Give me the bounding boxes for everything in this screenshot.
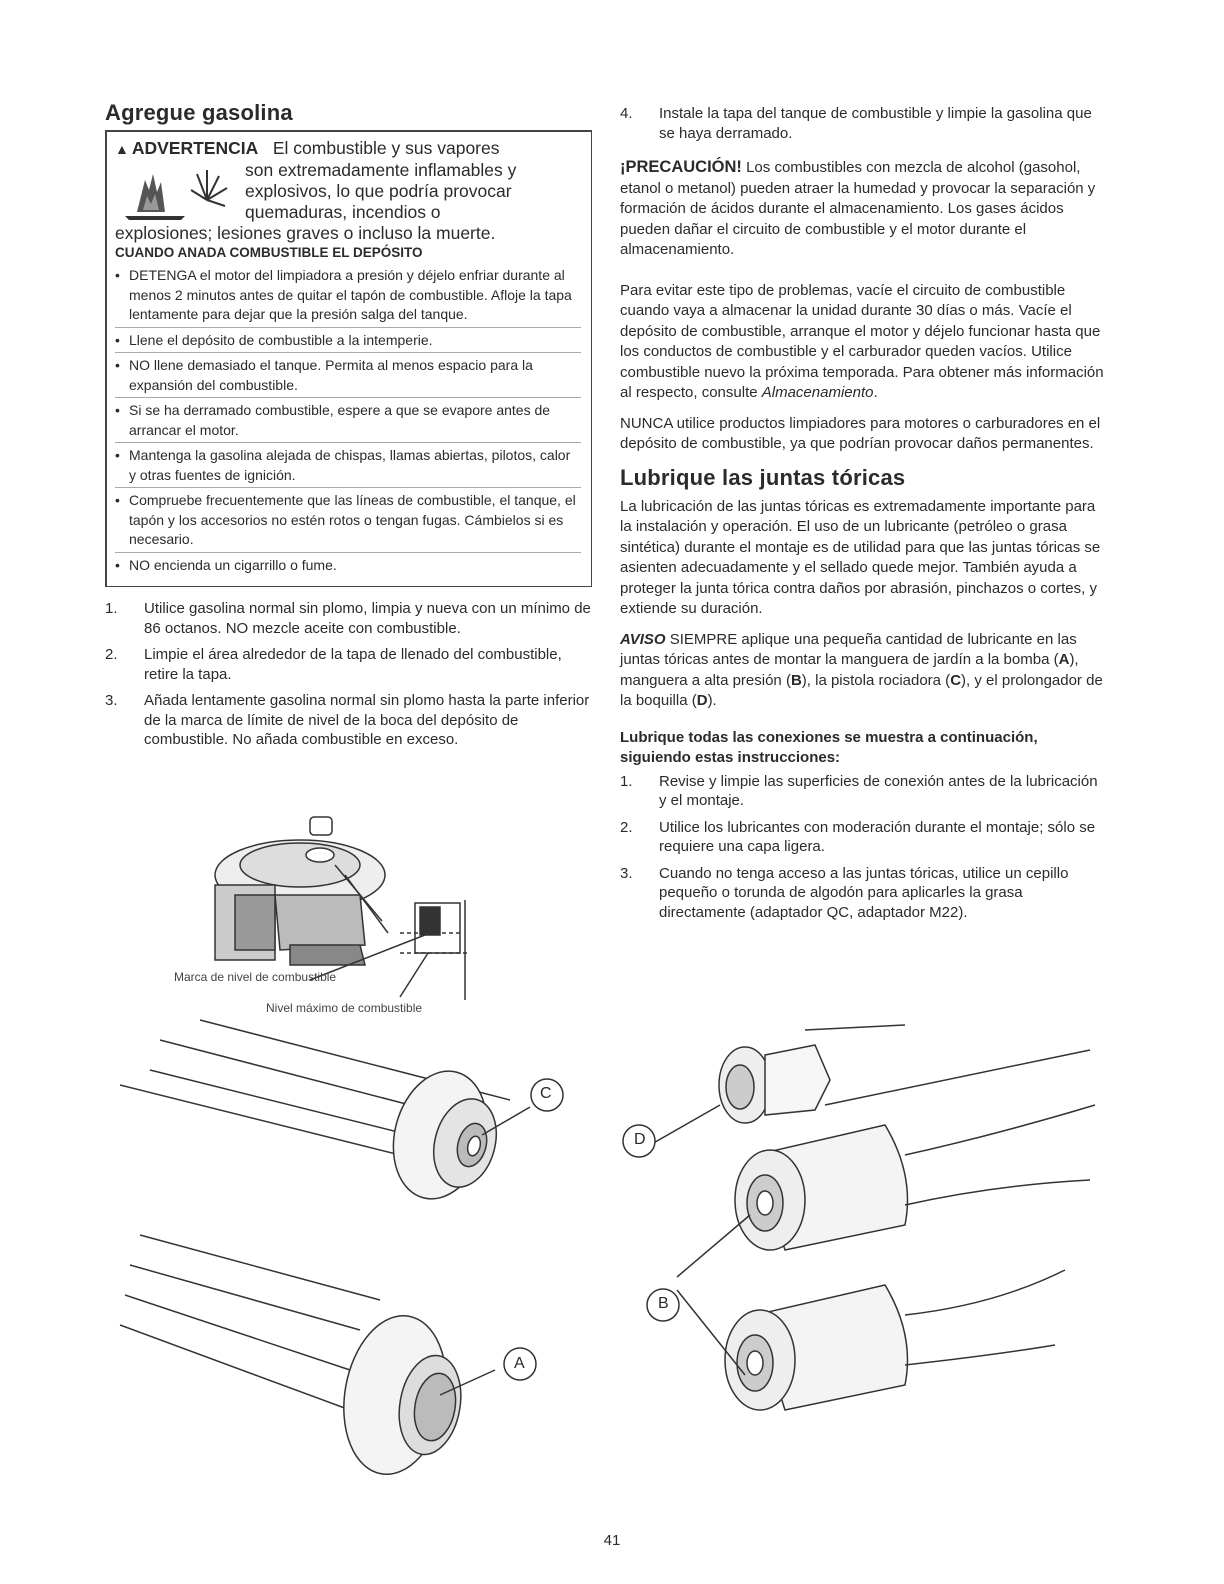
list-item: 2. Limpie el área alrededor de la tapa de llenado del combustible, retire la tapa. (105, 646, 562, 683)
list-item: 2. Utilice los lubricantes con moderación durante el montaje; sólo se requiere una capa ligera. (620, 818, 1096, 855)
callout-d: D (634, 1131, 646, 1148)
list-item: • Si se ha derramado combustible, espere a que se evapore antes de arrancar el motor. (115, 401, 581, 443)
list-item: • NO encienda un cigarrillo o fume. (115, 556, 581, 578)
list-item: • DETENGA el motor del limpiadora a presión y déjelo enfriar durante al menos 2 minutos antes de quitar el tapón de combustible. Afloje la tapa lentamente para dejar que la presión salga del tanque. (115, 266, 581, 328)
max-fuel-level-label: Nivel máximo de combustible (266, 1001, 423, 1015)
list-item: 1. Revise y limpie las superficies de conexión antes de la lubricación y el montaje. (620, 772, 1098, 809)
callout-a: A (514, 1355, 525, 1372)
list-item: • Llene el depósito de combustible a la intemperie. (115, 331, 581, 354)
caution-paragraph: ¡PRECAUCIÓN! Los combustibles con mezcla de alcohol (gasohol, etanol o metanol) pueden atraer la humedad y provocar la separación y formación de ácidos durante el almacenamiento. Los gases ácidos pueden dañar el circuito de combustible y el motor durante el almacenamiento. (620, 158, 1096, 258)
list-item: 4. Instale la tapa del tanque de combustible y limpie la gasolina que se haya derramado. (620, 105, 1092, 142)
page-number: 41 (603, 1532, 621, 1549)
warning-box (105, 130, 592, 587)
notice-paragraph: AVISO SIEMPRE aplique una pequeña cantidad de lubricante en las juntas tóricas antes de montar la manguera de jardín a la bomba (A), manguera a alta presión (B), la pistola rociadora (C), y el prolongador de la boquilla (D). (620, 630, 1103, 709)
garden-hose-pump-illustration (110, 1230, 550, 1490)
engine-fuel-level-illustration (160, 805, 480, 1020)
caution-label: ¡PRECAUCIÓN! (620, 158, 742, 176)
notice-label: AVISO (620, 630, 666, 648)
never-paragraph: NUNCA utilice productos limpiadores para motores o carburadores en el depósito de combustible, ya que podrían provocar daños permanentes. (620, 414, 1101, 452)
list-item: 1. Utilice gasolina normal sin plomo, limpia y nueva con un mínimo de 86 octanos. NO mezcle aceite con combustible. (105, 600, 591, 637)
section-heading-add-fuel: Agregue gasolina (105, 100, 293, 125)
warning-line-1: El combustible y sus vapores (272, 138, 500, 158)
lubrication-paragraph: La lubricación de las juntas tóricas es extremadamente importante para la instalación y operación. El uso de un lubricante (petróleo o grasa sintética) durante el montaje es de utilidad para que las juntas tóricas se asienten adecuadamente y el sellado quede mejor. También ayuda a proteger la junta tórica contra daños por abrasión, pinchazos o cortes, y extiende su duración. (620, 497, 1101, 617)
callout-c: C (540, 1085, 552, 1102)
lubricate-steps-list (620, 772, 1105, 923)
warning-line-5: explosiones; lesiones graves o incluso la muerte. (115, 223, 496, 243)
storage-paragraph: Para evitar este tipo de problemas, vacíe el circuito de combustible cuando vaya a almacenar la unidad durante 30 días o más. Vacíe el depósito de combustible, arranque el motor y déjelo funcionar hasta que los conductos de combustible y el carburador queden vacíos. Utilice combustible nuevo la próxima temporada. Para obtener más información al respecto, consulte Almacenamiento. (620, 281, 1104, 401)
list-item: • NO llene demasiado el tanque. Permita al menos espacio para la expansión del combustible. (115, 356, 581, 398)
callout-b: B (658, 1295, 669, 1312)
storage-reference: Almacenamiento (761, 384, 874, 401)
lubricate-subheading: Lubrique todas las conexiones se muestra a continuación, siguiendo estas instrucciones: (620, 728, 1038, 766)
left-column (105, 100, 592, 757)
fuel-level-mark-label: Marca de nivel de combustible (174, 970, 337, 984)
list-item: 3. Cuando no tenga acceso a las juntas tóricas, utilice un cepillo pequeño o torunda de algodón para aplicarles la grasa directamente (adaptador QC, adaptador M22). (620, 864, 1069, 921)
warning-triangle-icon: ▲ (115, 141, 129, 157)
warning-bullet-list (105, 266, 581, 577)
warning-subheading: CUANDO ANADA COMBUSTIBLE EL DEPÓSITO (115, 245, 423, 260)
warning-line-2: son extremadamente inflamables y (245, 160, 517, 180)
warning-title: ADVERTENCIA (131, 138, 259, 158)
warning-line-4: quemaduras, incendios o (245, 202, 441, 222)
high-pressure-hose-illustration (615, 1015, 1105, 1485)
list-item: 3. Añada lentamente gasolina normal sin plomo hasta la parte inferior de la marca de límite de nivel de la boca del depósito de combustible. No añada combustible en exceso. (105, 692, 590, 748)
warning-line-3: explosivos, lo que podría provocar (245, 181, 512, 201)
spray-gun-connection-illustration (110, 1015, 580, 1230)
right-column (620, 104, 1105, 929)
fuel-steps-list (105, 599, 592, 750)
fire-explosion-icon (115, 160, 235, 220)
warning-header (105, 138, 581, 160)
section-heading-lubricate: Lubrique las juntas tóricas (620, 464, 906, 490)
list-item: • Mantenga la gasolina alejada de chispas, llamas abiertas, pilotos, calor y otras fuentes de ignición. (115, 446, 581, 488)
list-item: • Compruebe frecuentemente que las líneas de combustible, el tanque, el tapón y los accesorios no estén rotos o tengan fugas. Cámbielos si es necesario. (115, 491, 581, 553)
